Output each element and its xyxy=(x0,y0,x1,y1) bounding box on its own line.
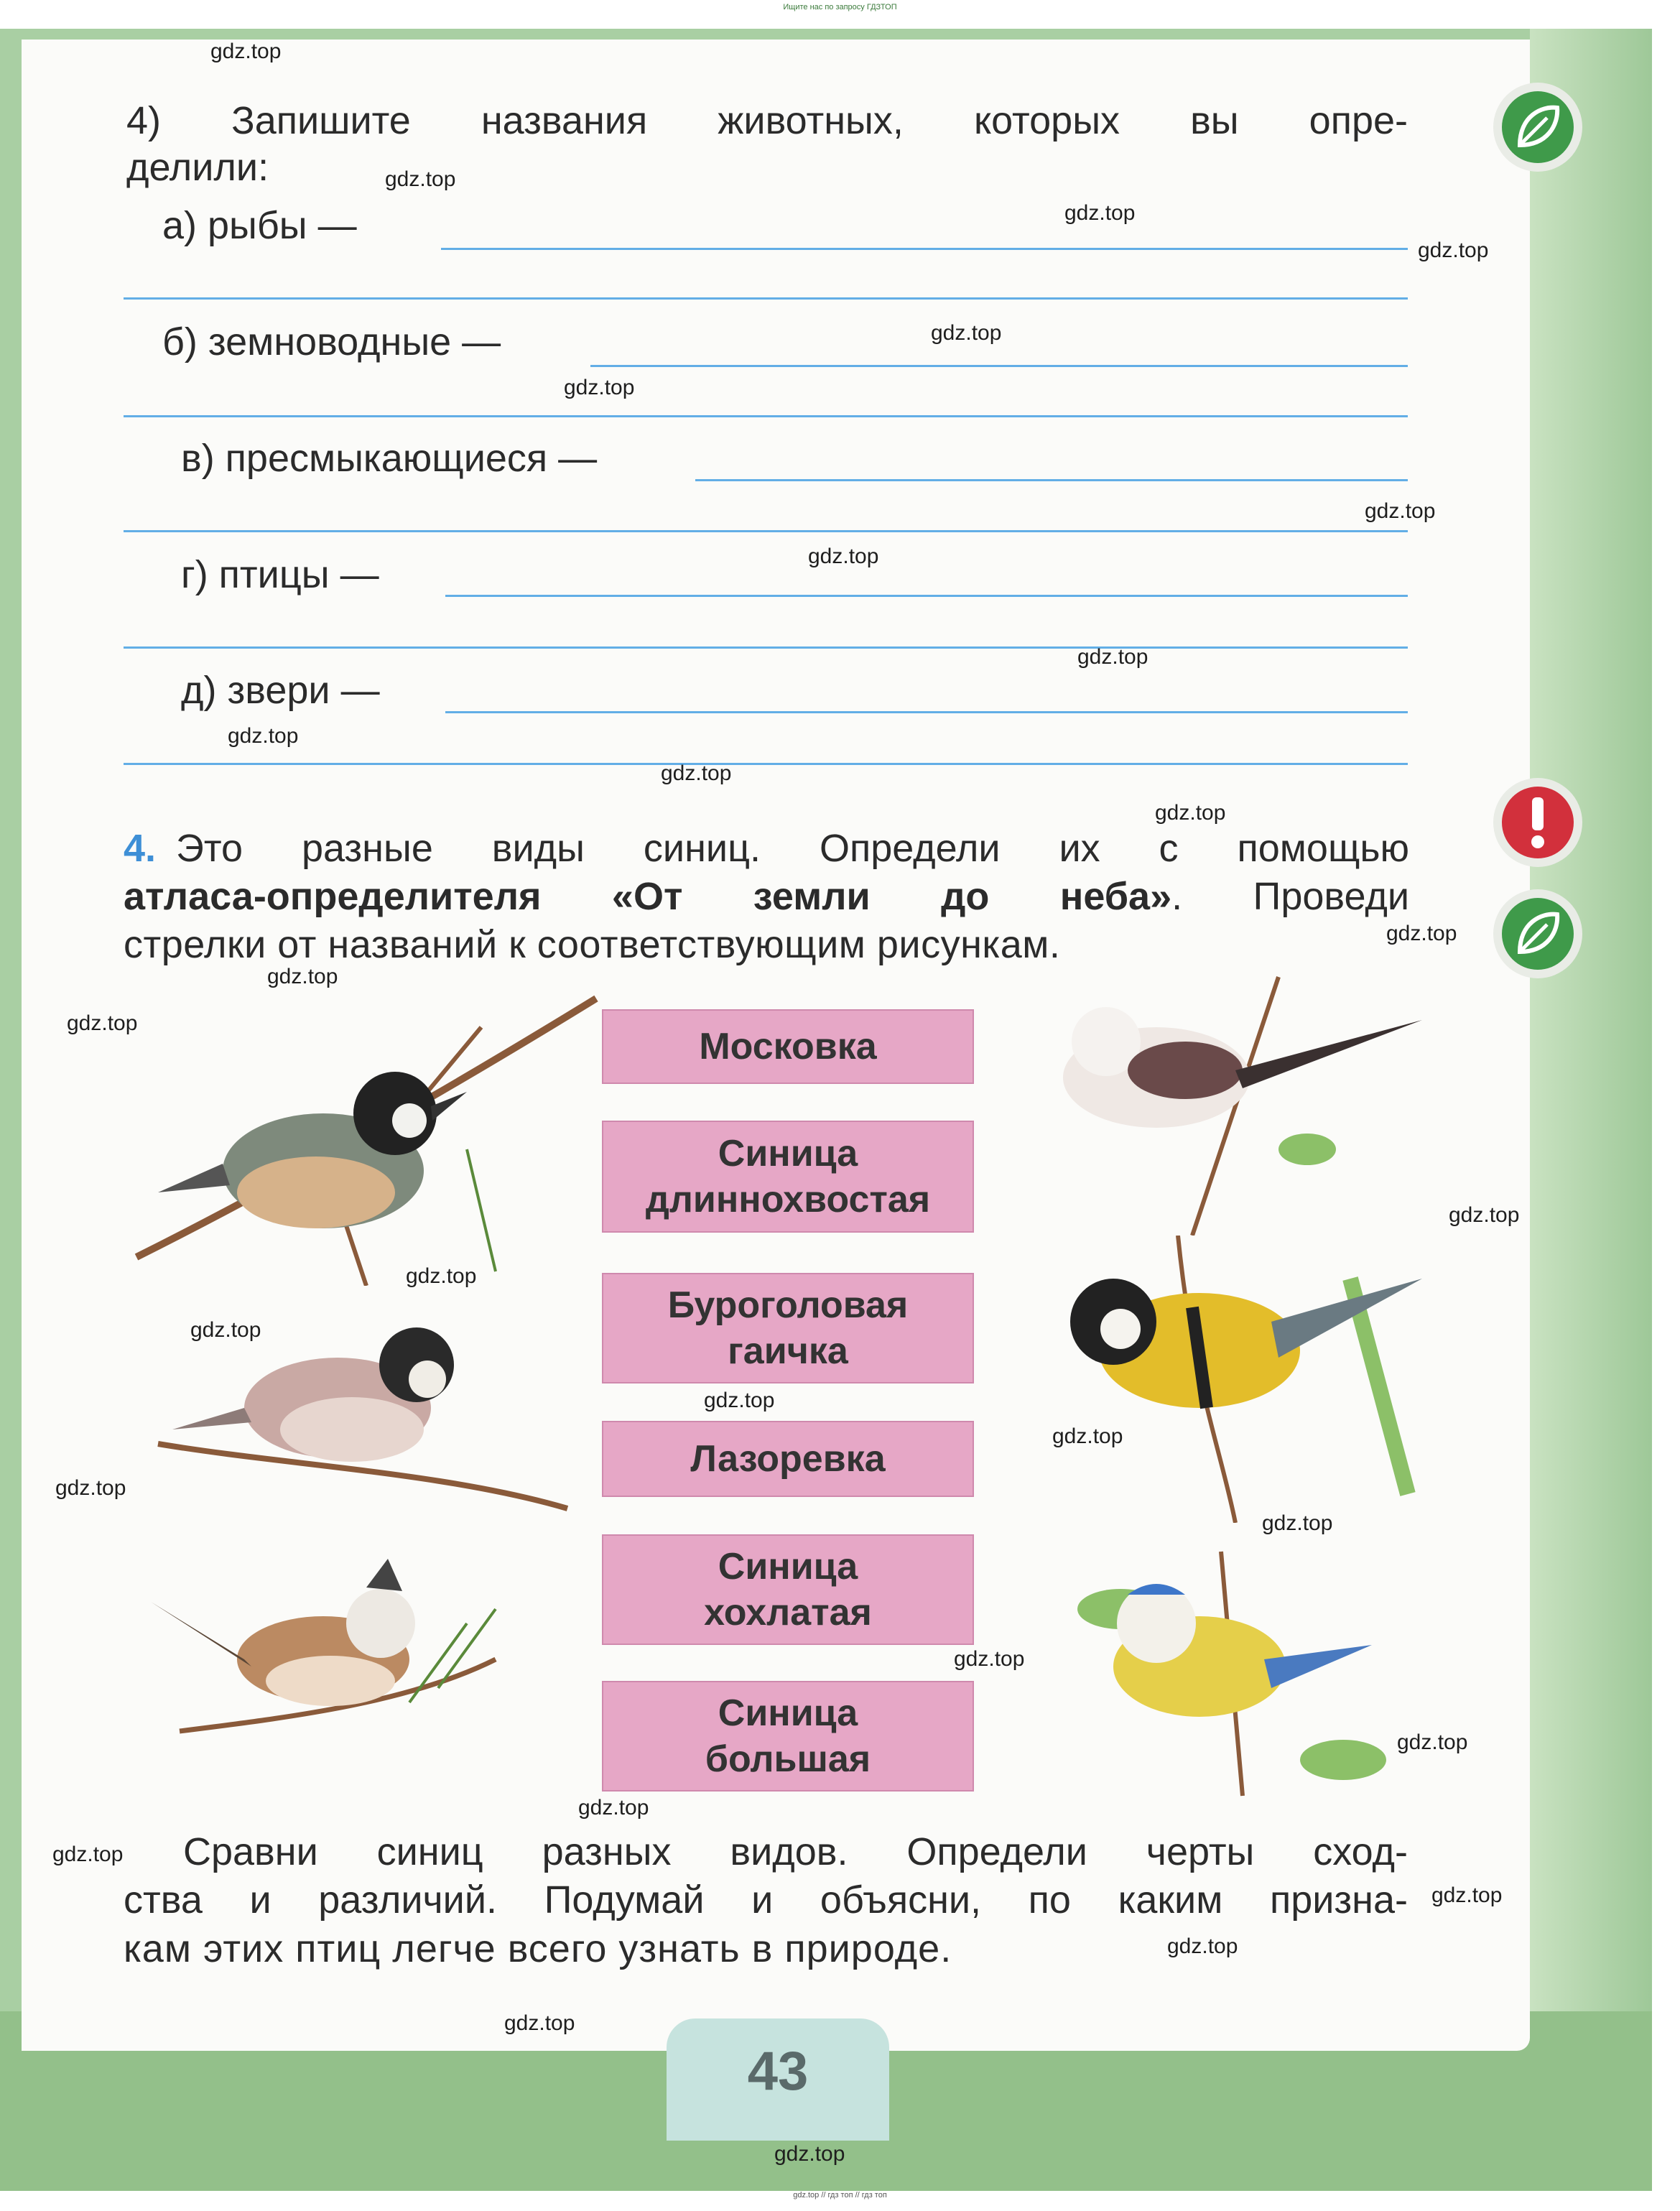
watermark: gdz.top xyxy=(52,1842,124,1866)
watermark: gdz.top xyxy=(774,2142,845,2166)
watermark: gdz.top xyxy=(1167,1934,1238,1958)
bird-illustration-crested-tit[interactable] xyxy=(136,1544,510,1760)
watermark: gdz.top xyxy=(190,1318,261,1342)
answer-line[interactable] xyxy=(445,711,1408,713)
species-label-blue-tit[interactable]: Лазоревка xyxy=(602,1421,974,1497)
task4-line3: стрелки от названий к соответствующим рисункам. xyxy=(124,923,1061,966)
watermark: gdz.top xyxy=(1064,201,1136,225)
compare-line2: ства и различий. Подумай и объясни, по каким призна- xyxy=(124,1878,1408,1922)
exclamation-icon xyxy=(1491,776,1584,869)
watermark: gdz.top xyxy=(1155,801,1226,825)
item4-line1: 4) Запишите названия животных, которых вы опре- xyxy=(126,99,1408,142)
watermark: gdz.top xyxy=(385,167,456,191)
leaf-icon xyxy=(1491,80,1584,174)
watermark: gdz.top xyxy=(67,1011,138,1035)
watermark: gdz.top xyxy=(210,40,282,63)
answer-line[interactable] xyxy=(441,248,1408,250)
page-number: 43 xyxy=(747,2041,809,2102)
watermark: gdz.top xyxy=(564,376,635,399)
species-label-crested-tit[interactable]: Синица хохлатая xyxy=(602,1534,974,1645)
footer-note: gdz.top // гдз топ // гдз топ xyxy=(793,2191,887,2200)
task4-line1 xyxy=(124,825,1409,872)
watermark: gdz.top xyxy=(661,761,732,785)
bird-illustration-blue-tit[interactable] xyxy=(1056,1544,1386,1803)
leaf-icon xyxy=(1491,887,1584,981)
watermark: gdz.top xyxy=(808,544,879,568)
watermark: gdz.top xyxy=(1077,645,1148,669)
answer-line[interactable] xyxy=(695,479,1408,481)
watermark: gdz.top xyxy=(55,1476,126,1500)
watermark: gdz.top xyxy=(1262,1511,1333,1535)
task4-text: . Проведи xyxy=(1171,875,1410,918)
watermark: gdz.top xyxy=(1449,1203,1520,1227)
answer-line[interactable] xyxy=(124,530,1408,532)
bird-illustration-coal-tit[interactable] xyxy=(108,984,611,1286)
species-label-moskovka[interactable]: Московка xyxy=(602,1009,974,1084)
compare-line1: Сравни синиц разных видов. Определи черты сход- xyxy=(183,1830,1408,1873)
answer-line[interactable] xyxy=(590,365,1408,367)
task4-line2 xyxy=(124,873,1409,920)
watermark: gdz.top xyxy=(406,1264,477,1288)
watermark: gdz.top xyxy=(228,724,299,748)
watermark: gdz.top xyxy=(1386,922,1457,945)
answer-line[interactable] xyxy=(124,646,1408,649)
header-note: Ищите нас по запросу ГДЗТОП xyxy=(783,3,897,11)
watermark: gdz.top xyxy=(267,965,338,988)
watermark: gdz.top xyxy=(1365,499,1436,523)
compare-line3: кам этих птиц легче всего узнать в природе. xyxy=(124,1927,952,1970)
task-number: 4. xyxy=(124,827,157,870)
page-edge xyxy=(1530,29,1652,2191)
answer-line[interactable] xyxy=(445,595,1408,597)
watermark: gdz.top xyxy=(1431,1883,1503,1907)
species-label-great-tit[interactable]: Синица большая xyxy=(602,1681,974,1791)
watermark: gdz.top xyxy=(504,2011,575,2035)
answer-label-birds: г) птицы — xyxy=(181,553,379,596)
watermark: gdz.top xyxy=(578,1796,649,1820)
answer-label-fish: а) рыбы — xyxy=(162,204,357,247)
species-label-willow-tit[interactable]: Буроголовая гаичка xyxy=(602,1273,974,1383)
atlas-title: атласа-определителя «От земли до неба» xyxy=(124,875,1172,918)
answer-label-mammals: д) звери — xyxy=(181,669,380,712)
answer-line[interactable] xyxy=(124,297,1408,300)
watermark: gdz.top xyxy=(1418,238,1489,262)
task4-text: Это разные виды синиц. Определи их с помощью xyxy=(176,827,1409,870)
answer-line[interactable] xyxy=(124,763,1408,765)
watermark: gdz.top xyxy=(1052,1424,1123,1448)
answer-line[interactable] xyxy=(124,415,1408,417)
watermark: gdz.top xyxy=(931,321,1002,345)
answer-label-amphibians: б) земноводные — xyxy=(162,320,501,363)
watermark: gdz.top xyxy=(954,1647,1025,1671)
bird-illustration-great-tit[interactable] xyxy=(1034,1236,1451,1523)
watermark: gdz.top xyxy=(704,1389,775,1412)
species-label-long-tailed-tit[interactable]: Синица длиннохвостая xyxy=(602,1121,974,1233)
answer-label-reptiles: в) пресмыкающиеся — xyxy=(181,437,598,480)
watermark: gdz.top xyxy=(1397,1730,1468,1754)
bird-illustration-long-tailed-tit[interactable] xyxy=(1034,963,1437,1236)
item4-line2: делили: xyxy=(126,146,269,189)
